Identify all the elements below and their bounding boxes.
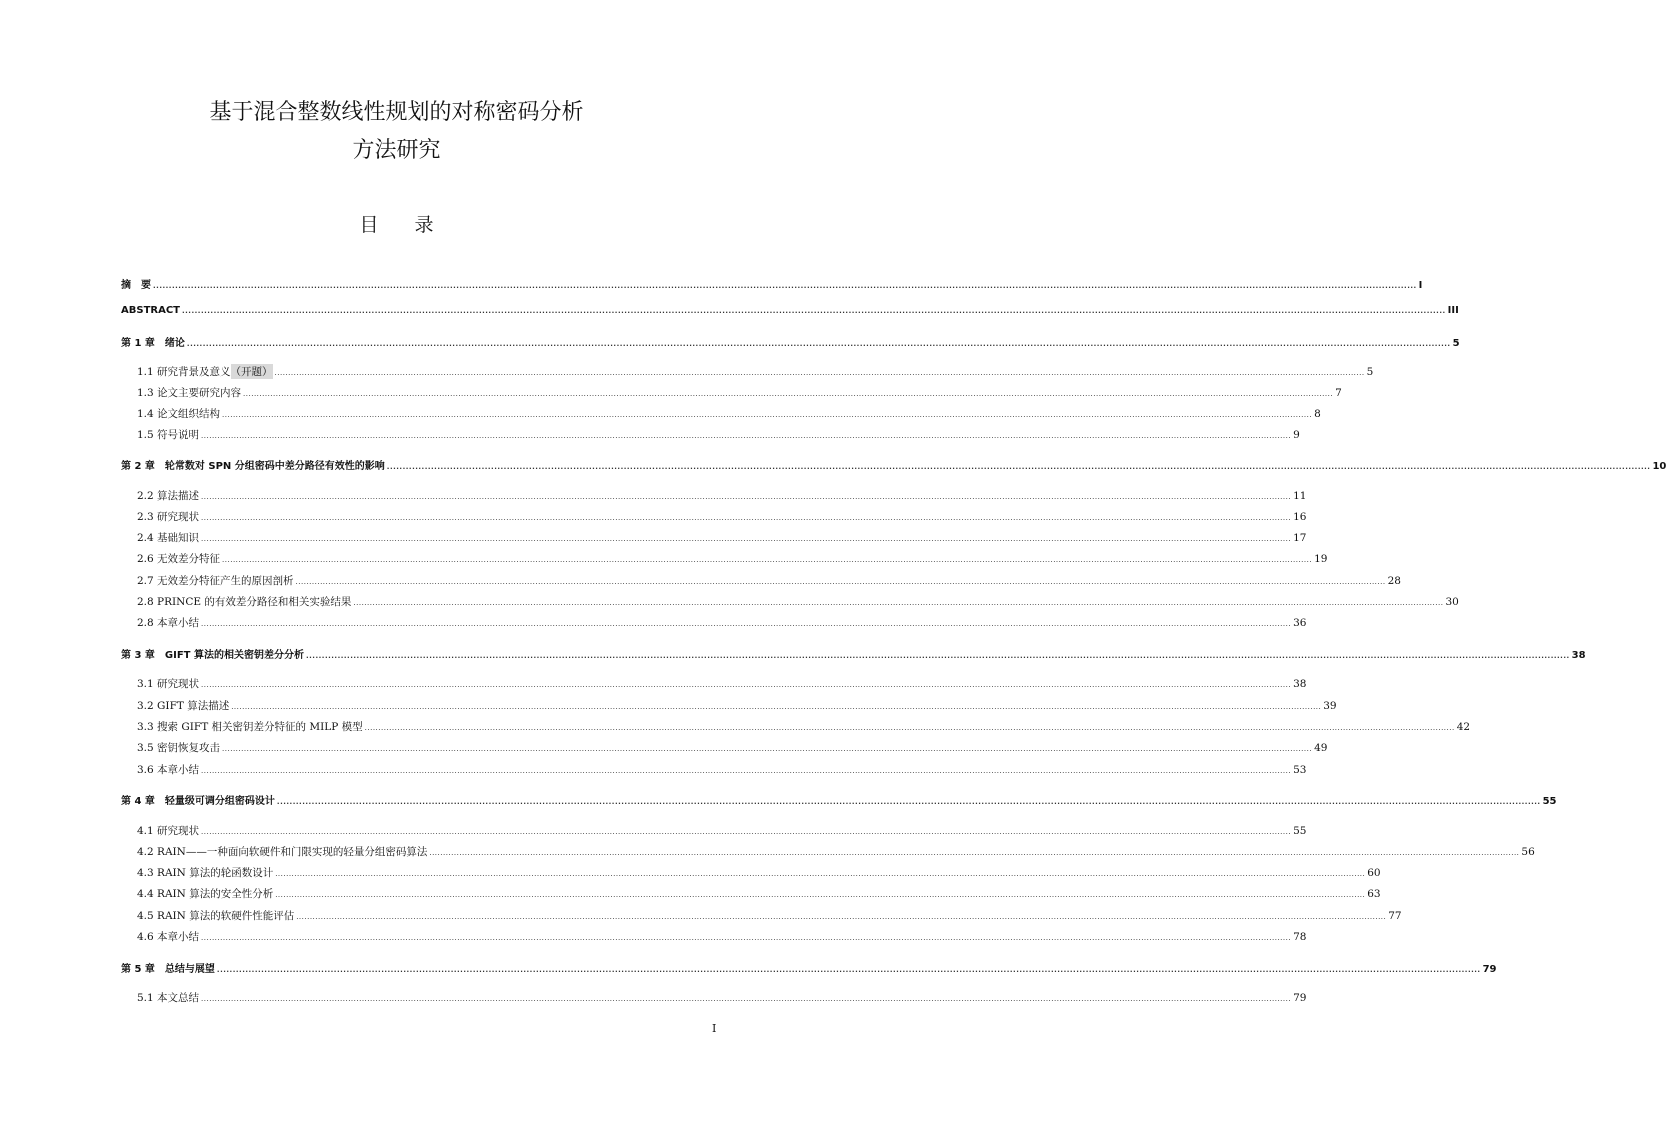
toc-section-entry[interactable] xyxy=(137,427,1300,443)
toc-entry-label: 第 5 章 总结与展望 xyxy=(121,964,215,975)
toc-leader-dots: ................................................................................................................................................................................................................................................................................................................................................................................................................ xyxy=(295,578,1386,586)
toc-entry-page: I xyxy=(1418,280,1423,291)
toc-entry-label: 2.8 PRINCE 的有效差分路径和相关实验结果 xyxy=(137,596,352,608)
toc-entry-label: 第 1 章 绪论 xyxy=(121,338,185,349)
toc-chapter-entry[interactable] xyxy=(121,792,1557,808)
toc-entry-label: ABSTRACT xyxy=(121,305,180,316)
toc-entry-page: 10 xyxy=(1652,461,1666,472)
toc-entry-label: 4.3 RAIN 算法的轮函数设计 xyxy=(137,867,274,879)
toc-chapter-entry[interactable] xyxy=(121,276,1423,292)
toc-leader-dots: ................................................................................................................................................................................................................................................................................................................................................................................................................ xyxy=(222,745,1313,753)
toc-entry-label: 3.3 搜索 GIFT 相关密钥差分特征的 MILP 模型 xyxy=(137,721,363,733)
toc-leader-dots: ................................................................................................................................................................................................................................................................................................................................................................................................................ xyxy=(186,340,1451,348)
toc-leader-dots: ................................................................................................................................................................................................................................................................................................................................................................................................................ xyxy=(201,432,1292,440)
toc-leader-dots: ................................................................................................................................................................................................................................................................................................................................................................................................................ xyxy=(296,913,1387,921)
toc-section-entry[interactable] xyxy=(137,615,1307,631)
toc-entry-label: 1.4 论文组织结构 xyxy=(137,408,221,420)
toc-entry-page: 19 xyxy=(1314,553,1328,565)
toc-leader-dots: ................................................................................................................................................................................................................................................................................................................................................................................................................ xyxy=(274,369,1365,377)
toc-entry-label: 2.2 算法描述 xyxy=(137,490,200,502)
toc-section-entry[interactable] xyxy=(137,488,1307,504)
toc-entry-page: 39 xyxy=(1323,700,1337,712)
toc-section-entry[interactable] xyxy=(137,990,1307,1006)
toc-heading xyxy=(0,210,793,237)
toc-entry-page: 79 xyxy=(1482,964,1497,975)
toc-leader-dots: ................................................................................................................................................................................................................................................................................................................................................................................................................ xyxy=(275,891,1366,899)
toc-leader-dots: ................................................................................................................................................................................................................................................................................................................................................................................................................ xyxy=(429,849,1520,857)
toc-entry-page: 60 xyxy=(1367,867,1381,879)
toc-entry-page: 7 xyxy=(1335,387,1342,399)
toc-leader-dots: ................................................................................................................................................................................................................................................................................................................................................................................................................ xyxy=(201,828,1292,836)
toc-section-entry[interactable] xyxy=(137,740,1328,756)
toc-leader-dots: ................................................................................................................................................................................................................................................................................................................................................................................................................ xyxy=(201,995,1292,1003)
toc-leader-dots: ................................................................................................................................................................................................................................................................................................................................................................................................................ xyxy=(201,620,1292,628)
toc-entry-label: 2.4 基础知识 xyxy=(137,532,200,544)
toc-leader-dots: ................................................................................................................................................................................................................................................................................................................................................................................................................ xyxy=(201,535,1292,543)
toc-entry-page: 77 xyxy=(1388,910,1402,922)
document-title-line-1: 基于混合整数线性规划的对称密码分析 xyxy=(209,100,584,125)
toc-leader-dots: ................................................................................................................................................................................................................................................................................................................................................................................................................ xyxy=(275,870,1366,878)
toc-entry-label: 3.2 GIFT 算法描述 xyxy=(137,700,230,712)
toc-section-entry[interactable] xyxy=(137,551,1328,567)
toc-leader-dots: ................................................................................................................................................................................................................................................................................................................................................................................................................ xyxy=(216,966,1481,974)
toc-entry-page: 38 xyxy=(1293,678,1307,690)
toc-leader-dots: ................................................................................................................................................................................................................................................................................................................................................................................................................ xyxy=(201,681,1292,689)
toc-leader-dots: ................................................................................................................................................................................................................................................................................................................................................................................................................ xyxy=(201,767,1292,775)
toc-entry-page: 78 xyxy=(1293,931,1307,943)
toc-chapter-entry[interactable] xyxy=(121,960,1497,976)
toc-entry-label: 3.6 本章小结 xyxy=(137,764,200,776)
toc-entry-label: 4.1 研究现状 xyxy=(137,825,200,837)
toc-section-entry[interactable] xyxy=(137,676,1307,692)
toc-entry-label: 第 3 章 GIFT 算法的相关密钥差分分析 xyxy=(121,650,304,661)
toc-entry-label: 2.3 研究现状 xyxy=(137,511,200,523)
toc-entry-label: 2.6 无效差分特征 xyxy=(137,553,221,565)
toc-section-entry[interactable] xyxy=(137,908,1402,924)
toc-entry-label: 1.5 符号说明 xyxy=(137,429,200,441)
toc-section-entry[interactable] xyxy=(137,929,1307,945)
toc-entry-label: 第 4 章 轻量级可调分组密码设计 xyxy=(121,796,275,807)
toc-section-entry[interactable] xyxy=(137,406,1321,422)
toc-section-entry[interactable] xyxy=(137,509,1307,525)
toc-entry-label: 3.5 密钥恢复攻击 xyxy=(137,742,221,754)
toc-leader-dots: ................................................................................................................................................................................................................................................................................................................................................................................................................ xyxy=(353,599,1444,607)
toc-chapter-entry[interactable] xyxy=(121,457,1666,473)
toc-leader-dots: ................................................................................................................................................................................................................................................................................................................................................................................................................ xyxy=(386,463,1651,471)
toc-entry-page: 16 xyxy=(1293,511,1307,523)
toc-section-entry[interactable] xyxy=(137,762,1307,778)
toc-entry-label: 1.3 论文主要研究内容 xyxy=(137,387,242,399)
toc-section-entry[interactable] xyxy=(137,573,1401,589)
toc-entry-page: 55 xyxy=(1542,796,1557,807)
toc-entry-page: 55 xyxy=(1293,825,1307,837)
toc-entry-label: 4.6 本章小结 xyxy=(137,931,200,943)
toc-entry-page: 9 xyxy=(1293,429,1300,441)
toc-entry-page: 63 xyxy=(1367,888,1381,900)
toc-entry-label: 5.1 本文总结 xyxy=(137,992,200,1004)
toc-leader-dots: ................................................................................................................................................................................................................................................................................................................................................................................................................ xyxy=(153,282,1417,290)
toc-entry-page: 56 xyxy=(1521,846,1535,858)
toc-section-entry[interactable] xyxy=(137,594,1459,610)
toc-entry-page: 38 xyxy=(1571,650,1586,661)
toc-entry-page: III xyxy=(1447,305,1459,316)
toc-leader-dots: ................................................................................................................................................................................................................................................................................................................................................................................................................ xyxy=(222,411,1313,419)
toc-leader-dots: ................................................................................................................................................................................................................................................................................................................................................................................................................ xyxy=(243,390,1334,398)
toc-heading-char-1: 目 xyxy=(359,214,379,236)
toc-leader-dots: ................................................................................................................................................................................................................................................................................................................................................................................................................ xyxy=(201,514,1292,522)
toc-leader-dots: ................................................................................................................................................................................................................................................................................................................................................................................................................ xyxy=(305,652,1570,660)
toc-entry-highlight: （开题） xyxy=(230,366,273,378)
toc-section-entry[interactable] xyxy=(137,698,1337,714)
toc-section-entry[interactable] xyxy=(137,865,1381,881)
toc-section-entry[interactable] xyxy=(137,823,1307,839)
toc-entry-page: 11 xyxy=(1293,490,1307,502)
toc-section-entry[interactable] xyxy=(137,530,1307,546)
toc-entry-label: 4.2 RAIN——一种面向软硬件和门限实现的轻量分组密码算法 xyxy=(137,846,428,858)
toc-entry-label: 第 2 章 轮常数对 SPN 分组密码中差分路径有效性的影响 xyxy=(121,461,385,472)
toc-entry-page: 28 xyxy=(1387,575,1401,587)
toc-leader-dots: ................................................................................................................................................................................................................................................................................................................................................................................................................ xyxy=(276,798,1541,806)
toc-entry-label: 1.1 研究背景及意义 xyxy=(137,366,231,378)
toc-entry-page: 5 xyxy=(1452,338,1460,349)
toc-chapter-entry[interactable] xyxy=(121,305,1459,321)
toc-leader-dots: ................................................................................................................................................................................................................................................................................................................................................................................................................ xyxy=(231,703,1322,711)
toc-section-entry[interactable] xyxy=(137,364,1374,380)
toc-chapter-entry[interactable] xyxy=(121,334,1460,350)
toc-entry-label: 2.7 无效差分特征产生的原因剖析 xyxy=(137,575,294,587)
toc-entry-label: 2.8 本章小结 xyxy=(137,617,200,629)
toc-section-entry[interactable] xyxy=(137,886,1381,902)
toc-section-entry[interactable] xyxy=(137,844,1535,860)
document-title-line-2: 方法研究 xyxy=(352,138,441,163)
toc-leader-dots: ................................................................................................................................................................................................................................................................................................................................................................................................................ xyxy=(201,934,1292,942)
toc-entry-page: 53 xyxy=(1293,764,1307,776)
toc-entry-page: 42 xyxy=(1456,721,1471,733)
toc-entry-label: 4.5 RAIN 算法的软硬件性能评估 xyxy=(137,910,295,922)
toc-entry-page: 30 xyxy=(1445,596,1459,608)
toc-entry-page: 79 xyxy=(1293,992,1307,1004)
toc-entry-page: 5 xyxy=(1366,366,1374,378)
toc-heading-char-2: 录 xyxy=(414,214,434,236)
footer-page-number: I xyxy=(712,1022,717,1035)
toc-chapter-entry[interactable] xyxy=(121,646,1586,662)
toc-section-entry[interactable] xyxy=(137,385,1342,401)
toc-entry-page: 17 xyxy=(1293,532,1307,544)
toc-leader-dots: ................................................................................................................................................................................................................................................................................................................................................................................................................ xyxy=(364,724,1455,732)
toc-entry-label: 4.4 RAIN 算法的安全性分析 xyxy=(137,888,274,900)
toc-leader-dots: ................................................................................................................................................................................................................................................................................................................................................................................................................ xyxy=(201,493,1292,501)
toc-entry-page: 36 xyxy=(1293,617,1307,629)
toc-entry-label: 摘 要 xyxy=(121,280,151,291)
toc-leader-dots: ................................................................................................................................................................................................................................................................................................................................................................................................................ xyxy=(222,556,1313,564)
toc-section-entry[interactable] xyxy=(137,719,1471,735)
toc-entry-page: 8 xyxy=(1314,408,1321,420)
toc-entry-page: 49 xyxy=(1314,742,1328,754)
toc-entry-label: 3.1 研究现状 xyxy=(137,678,200,690)
toc-leader-dots: ................................................................................................................................................................................................................................................................................................................................................................................................................ xyxy=(181,307,1446,315)
